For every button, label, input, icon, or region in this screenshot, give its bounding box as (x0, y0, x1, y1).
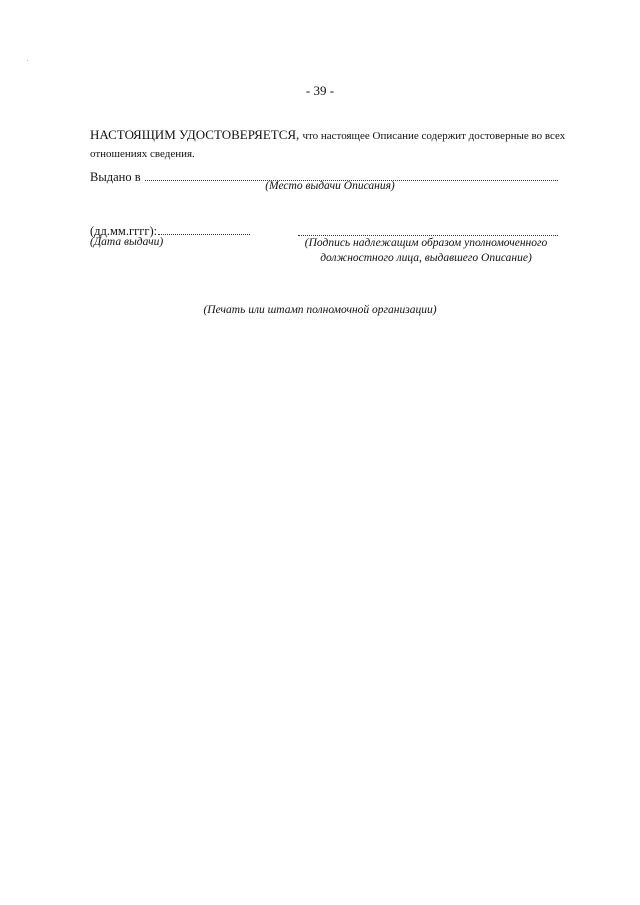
certification-text: что настоящее Описание содержит достоверные во всех отношениях сведения. (90, 130, 566, 160)
signature-blank (298, 225, 558, 236)
issue-date-blank (158, 224, 250, 235)
scan-speck (27, 60, 28, 61)
issue-date-caption: (Дата выдачи) (90, 236, 164, 248)
issued-place-caption: (Место выдачи Описания) (265, 180, 395, 192)
signature-caption: (Подпись надлежащим образом уполномоченного должностного лица, выдавшего Описание) (304, 237, 548, 264)
date-format-label: (дд.мм.гггг): (90, 224, 158, 238)
page-number: - 39 - (305, 83, 335, 98)
issued-label: Выдано в (90, 170, 141, 184)
certification-statement (90, 126, 570, 163)
seal-caption: (Печать или штамп полномочной организации) (203, 304, 437, 316)
certification-lead: НАСТОЯЩИМ УДОСТОВЕРЯЕТСЯ, (90, 127, 300, 142)
